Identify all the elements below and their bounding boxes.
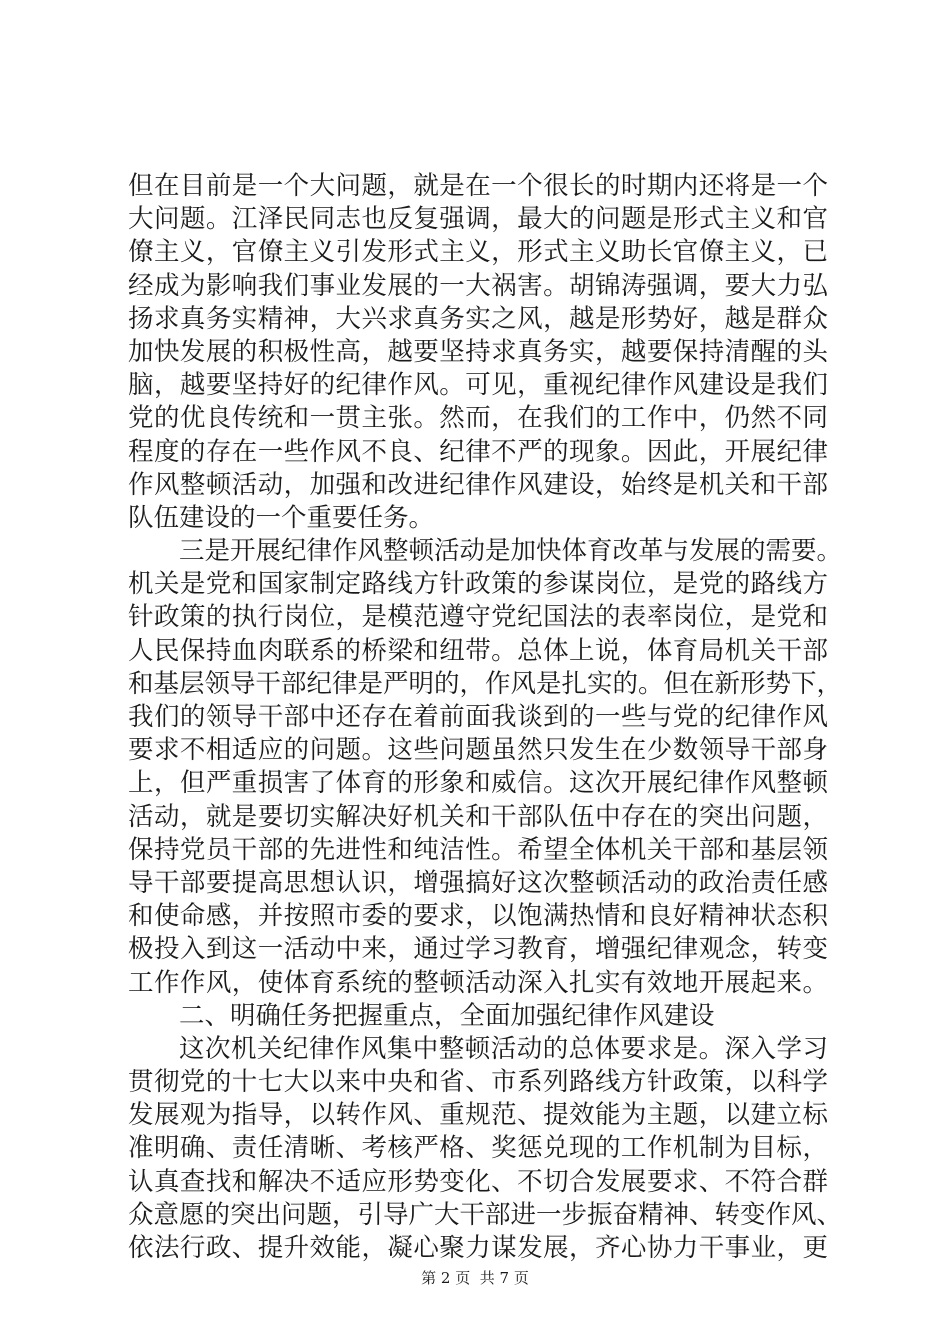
text-line: 发展观为指导，以转作风、重规范、提效能为主题，以建立标	[128, 1100, 828, 1131]
text-line: 二、明确任务把握重点，全面加强纪律作风建设	[179, 1000, 715, 1031]
text-line: 众意愿的突出问题，引导广大干部进一步振奋精神、转变作风、	[128, 1199, 843, 1230]
text-line: 活动，就是要切实解决好机关和干部队伍中存在的突出问题，	[128, 801, 828, 832]
text-line: 程度的存在一些作风不良、纪律不严的现象。因此，开展纪律	[128, 436, 828, 467]
text-line: 上，但严重损害了体育的形象和威信。这次开展纪律作风整顿	[128, 768, 828, 799]
page-footer: 第 2 页 共 7 页	[421, 1269, 529, 1287]
text-line: 经成为影响我们事业发展的一大祸害。胡锦涛强调，要大力弘	[128, 270, 828, 301]
text-line: 党的优良传统和一贯主张。然而，在我们的工作中，仍然不同	[128, 403, 828, 434]
text-line: 针政策的执行岗位，是模范遵守党纪国法的表率岗位，是党和	[128, 602, 828, 633]
text-line: 要求不相适应的问题。这些问题虽然只发生在少数领导干部身	[128, 735, 828, 766]
text-line: 和基层领导干部纪律是严明的，作风是扎实的。但在新形势下，	[128, 668, 843, 699]
text-line: 我们的领导干部中还存在着前面我谈到的一些与党的纪律作风	[128, 702, 828, 732]
text-line: 扬求真务实精神，大兴求真务实之风，越是形势好，越是群众	[128, 303, 828, 334]
text-line: 机关是党和国家制定路线方针政策的参谋岗位，是党的路线方	[128, 569, 828, 600]
text-line: 加快发展的积极性高，越要坚持求真务实，越要保持清醒的头	[128, 336, 828, 367]
text-line: 工作作风，使体育系统的整顿活动深入扎实有效地开展起来。	[128, 967, 828, 998]
text-line: 极投入到这一活动中来，通过学习教育，增强纪律观念，转变	[128, 934, 828, 965]
text-line: 依法行政、提升效能，凝心聚力谋发展，齐心协力干事业，更	[128, 1233, 828, 1263]
text-line: 脑，越要坚持好的纪律作风。可见，重视纪律作风建设是我们	[128, 370, 828, 401]
text-line: 作风整顿活动，加强和改进纪律作风建设，始终是机关和干部	[128, 469, 828, 500]
text-line: 导干部要提高思想认识，增强搞好这次整顿活动的政治责任感	[128, 867, 828, 898]
text-line: 僚主义，官僚主义引发形式主义，形式主义助长官僚主义，已	[128, 237, 828, 268]
text-line: 人民保持血肉联系的桥梁和纽带。总体上说，体育局机关干部	[128, 635, 828, 666]
text-line: 队伍建设的一个重要任务。	[128, 502, 435, 533]
text-line: 这次机关纪律作风集中整顿活动的总体要求是。深入学习	[179, 1033, 828, 1064]
document-body	[128, 170, 843, 1265]
text-line: 大问题。江泽民同志也反复强调，最大的问题是形式主义和官	[128, 204, 828, 235]
text-line: 和使命感，并按照市委的要求，以饱满热情和良好精神状态积	[128, 901, 828, 932]
text-line: 准明确、责任清晰、考核严格、奖惩兑现的工作机制为目标，	[128, 1133, 828, 1164]
text-line: 认真查找和解决不适应形势变化、不切合发展要求、不符合群	[128, 1166, 828, 1197]
text-line: 贯彻党的十七大以来中央和省、市系列路线方针政策，以科学	[128, 1067, 828, 1098]
text-line: 但在目前是一个大问题，就是在一个很长的时期内还将是一个	[128, 171, 828, 201]
text-line: 保持党员干部的先进性和纯洁性。希望全体机关干部和基层领	[128, 834, 828, 865]
text-line: 三是开展纪律作风整顿活动是加快体育改革与发展的需要。	[179, 536, 843, 567]
